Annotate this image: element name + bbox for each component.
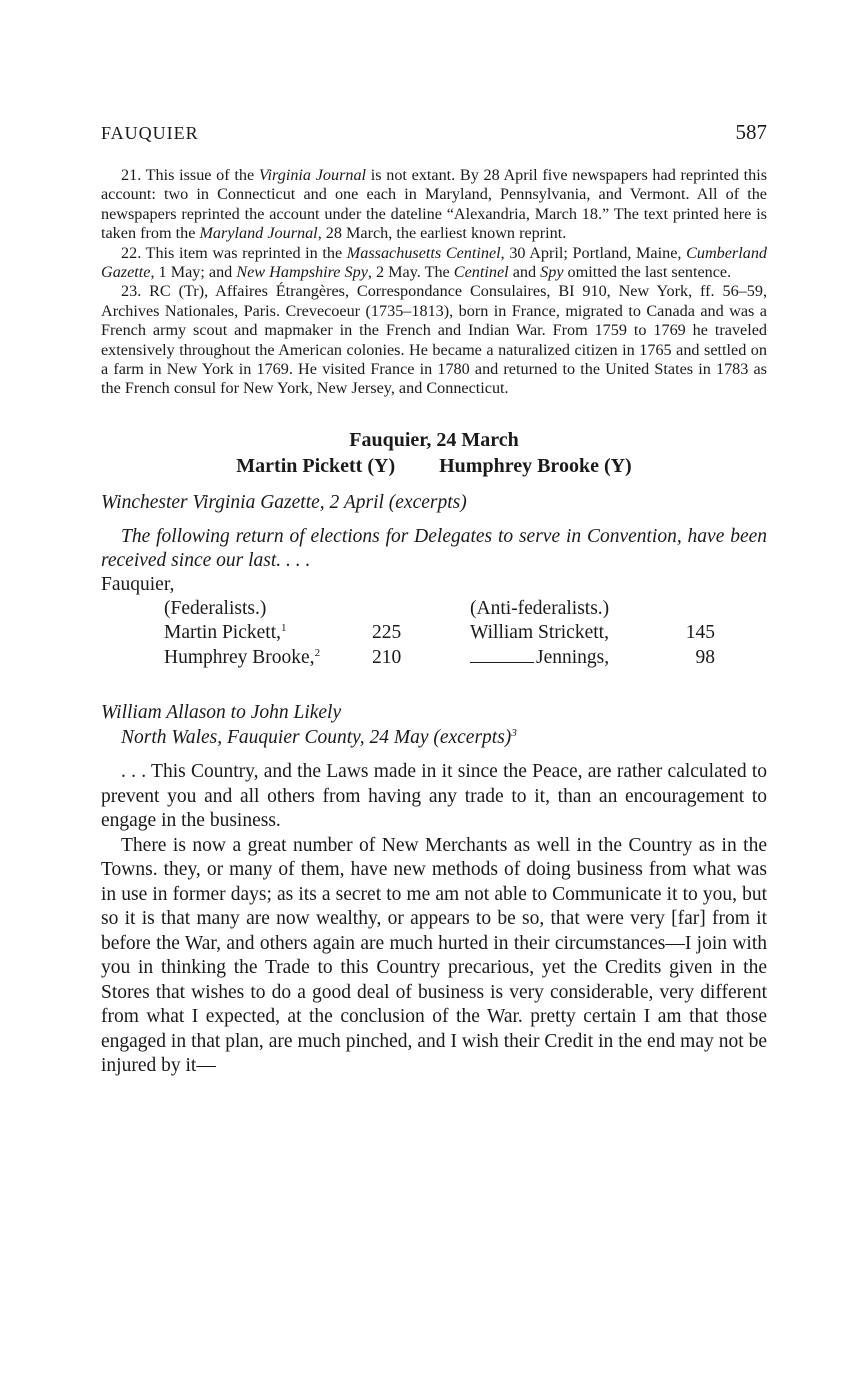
intro-text: The following return of elections for Delegates to serve in Convention, have been received since our last. . . . [101, 525, 767, 571]
note-ref: 1 [280, 622, 287, 635]
paragraph: . . . This Country, and the Laws made in it since the Peace, are rather calculated to prevent you and all others from having any trade to it, than an encouragement to engage in the business. [101, 761, 767, 832]
italic-title: Massachusetts Centinel [346, 243, 501, 262]
note-text: omitted the last sentence. [563, 263, 732, 282]
letter-title: William Allason to John Likely [101, 702, 342, 724]
federalists-label: (Federalists.) [164, 597, 267, 619]
candidate-name: William Strickett, [470, 622, 609, 644]
table-row [164, 646, 715, 671]
footnote [101, 166, 767, 244]
note-text: and [508, 263, 541, 282]
note-text: , 30 April; Portland, Maine, [500, 243, 687, 262]
county-label: Fauquier, [101, 573, 175, 595]
note-ref: 3 [511, 727, 517, 740]
footnotes [101, 166, 767, 399]
footnote [101, 282, 767, 398]
running-head [101, 120, 767, 152]
note-text: 23. RC (Tr), Affaires Étrangères, Correspondance Consulaires, BI 910, New York, ff. 56–59, Archives Nationales, Paris. Crevecoeur (1735–1813), born in France, migrated to Canada and was a French army scout and mapmaker in the French and Indian War. From 1759 to 1769 he traveled extensively throughout the American colonies. He became a naturalized citizen in 1765 and settled on a farm in New York in 1769. He visited France in 1780 and returned to the United States in 1783 as the French consul for New York, New Jersey, and Connecticut. [101, 282, 767, 398]
letter-heading [101, 700, 767, 750]
running-head-title: FAUQUIER [101, 123, 199, 143]
table-row [164, 621, 715, 646]
note-ref: 2 [314, 646, 321, 659]
paragraph: There is now a great number of New Merchants as well in the Country as in the Towns. they, or many of them, have new methods of doing business from what was in use in former days; as its a secret to me am not able to Communicate it to you, but so it is that many are now wealthy, or appears to be so, that were very [far] from it before the War, and others again are much hurted in their circumstances—I join with you in thinking the Trade to this Country precarious, yet the Credits given in the Stores that wishes to do a good deal of business is very considerable, very different from what I expected, at the conclusion of the War. pretty certain I am that those engaged in that plan, are much pinched, and I wish their Credit in the end may not be injured by it— [101, 834, 767, 1077]
candidate-name: Humphrey Brooke, [164, 646, 315, 668]
document-page [101, 120, 767, 1079]
italic-title: Cumberland Gazette [101, 243, 767, 282]
candidate: Martin Pickett (Y) [236, 454, 396, 477]
source-citation: Winchester Virginia Gazette, 2 April (excerpts) [101, 491, 467, 513]
note-text: is not extant. By 28 April five newspapers had reprinted this account: two in Connecticut and one each in Maryland, Pennsylvania, and Vermont. All of the newspapers reprinted the account under the dateline “Alexandria, March 18.” The text printed here is taken from the [101, 166, 768, 243]
election-returns [164, 597, 724, 671]
letter-dateline: North Wales, Fauquier County, 24 May (excerpts) [121, 727, 512, 749]
vote-count: 98 [695, 646, 715, 668]
section-title: Fauquier, 24 March [349, 428, 519, 451]
page-number: 587 [735, 120, 767, 144]
antifederalists-label: (Anti-federalists.) [470, 597, 610, 619]
note-text: 22. This item was reprinted in the [121, 243, 347, 262]
italic-title: New Hampshire Spy [236, 263, 368, 282]
note-text: , 2 May. The [367, 263, 454, 282]
footnote [101, 244, 767, 283]
candidate-name: Jennings, [536, 646, 610, 668]
note-text: , 28 March, the earliest known reprint. [317, 224, 567, 243]
name-blank [470, 648, 534, 663]
letter-body [101, 760, 767, 1079]
candidate: Humphrey Brooke (Y) [439, 454, 632, 477]
section-heading [101, 427, 767, 479]
italic-title: Centinel [453, 263, 509, 282]
italic-title: Maryland Journal [199, 224, 318, 243]
italic-title: Virginia Journal [258, 166, 367, 184]
italic-title: Spy [540, 263, 564, 282]
candidate-name: Martin Pickett, [164, 622, 281, 644]
note-text: , 1 May; and [150, 263, 237, 282]
vote-count: 225 [372, 622, 402, 644]
note-text: 21. This issue of the [121, 166, 259, 184]
vote-count: 210 [372, 646, 402, 668]
vote-count: 145 [685, 622, 715, 644]
